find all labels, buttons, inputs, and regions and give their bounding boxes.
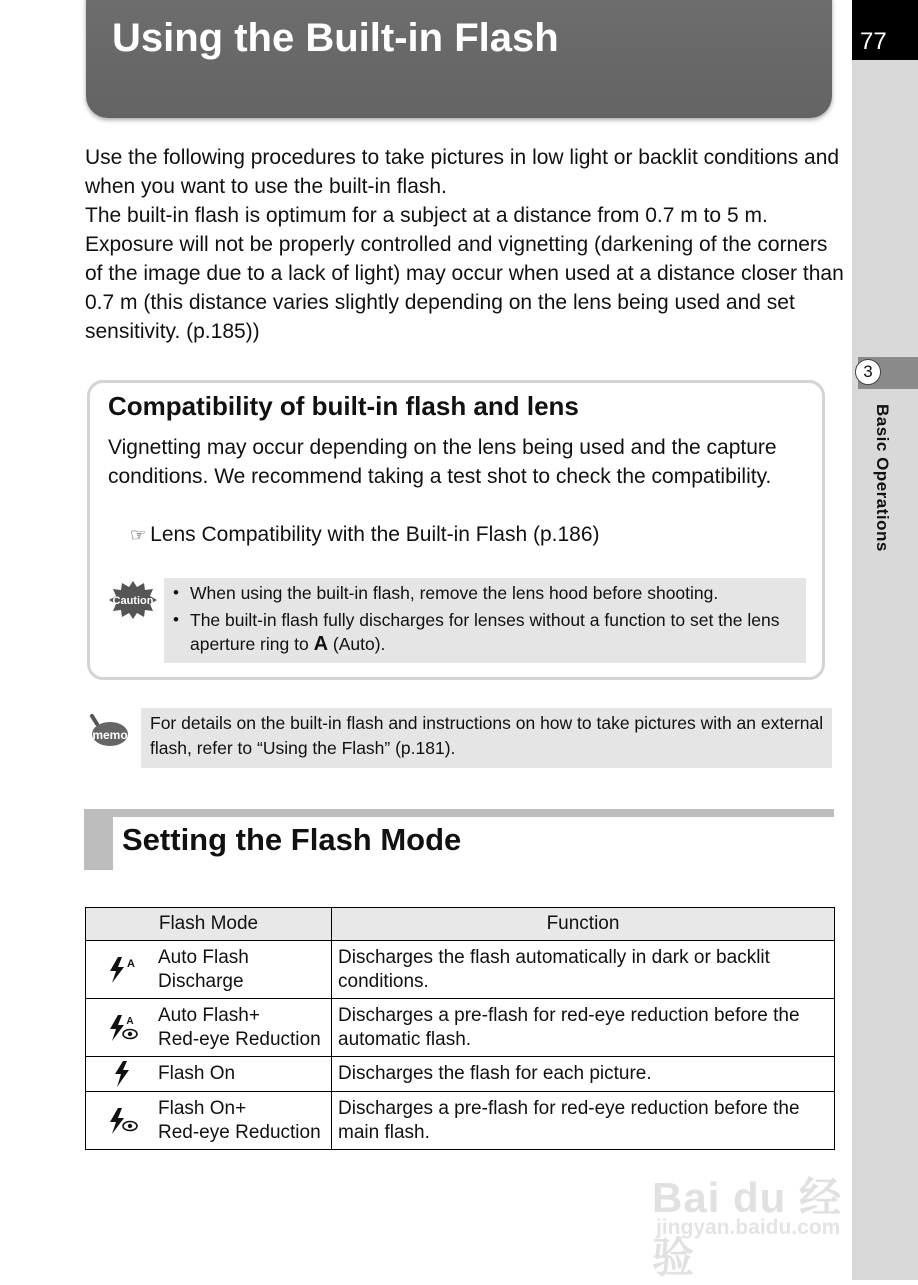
compatibility-reference[interactable]	[130, 520, 600, 550]
flash-auto-icon	[86, 955, 158, 985]
section-marker	[84, 809, 113, 870]
mode-label: Flash On+ Red-eye Reduction	[158, 1097, 321, 1143]
svg-text:A: A	[127, 957, 135, 970]
mode-cell	[86, 941, 332, 999]
section-rule	[84, 809, 834, 817]
compatibility-title: Compatibility of built-in flash and lens	[108, 391, 579, 421]
header-function: Function	[332, 908, 835, 941]
intro-paragraph-1: Use the following procedures to take pictures in low light or backlit conditions and when you want to use the built-in flash.	[85, 146, 840, 198]
bullet-icon: •	[173, 583, 179, 602]
chapter-number: 3	[855, 359, 881, 385]
baidu-watermark	[648, 1160, 868, 1281]
flash-redeye-icon	[86, 1106, 158, 1136]
bullet-icon: •	[173, 610, 179, 629]
intro-paragraph-2: The built-in flash is optimum for a subject at a distance from 0.7 m to 5 m. Exposure will not be properly controlled and vignetting (darkening of the corners of the image due to a lack of light) may occur when used at a distance closer than 0.7 m (this distance varies slightly depending on the lens being used and set sensitivity. (p.185))	[85, 204, 844, 343]
flash-on-icon	[86, 1060, 158, 1088]
memo-text: For details on the built-in flash and instructions on how to take pictures with an external flash, refer to “Using the Flash” (p.181).	[150, 713, 824, 758]
table-row	[86, 941, 835, 999]
function-cell: Discharges a pre-flash for red-eye reduction before the automatic flash.	[332, 999, 835, 1057]
compatibility-reference-label: Lens Compatibility with the Built-in Flash (p.186)	[150, 523, 600, 546]
mode-cell	[86, 1092, 332, 1150]
function-cell: Discharges a pre-flash for red-eye reduction before the main flash.	[332, 1092, 835, 1150]
page-title: Using the Built-in Flash	[112, 16, 559, 60]
intro-text	[85, 143, 845, 346]
compatibility-body: Vignetting may occur depending on the lens being used and the capture conditions. We recommend taking a test shot to check the compatibility.	[108, 436, 777, 488]
memo-icon-label: memo	[92, 728, 128, 742]
svg-text:A: A	[126, 1015, 134, 1027]
chapter-sidebar	[852, 0, 918, 1280]
caution-icon-label: Caution	[112, 595, 154, 607]
caution-item-2	[190, 608, 800, 656]
mode-label: Flash On	[158, 1063, 236, 1084]
section-title: Setting the Flash Mode	[122, 822, 462, 857]
watermark-logo-text: Bai du 经验	[652, 1174, 843, 1281]
memo-icon	[88, 712, 130, 750]
header-flash-mode: Flash Mode	[86, 908, 332, 941]
mode-label: Auto Flash Discharge	[158, 946, 249, 992]
aperture-a-symbol: A	[313, 633, 329, 655]
pointing-hand-icon: ☞	[130, 525, 147, 545]
flash-auto-redeye-icon	[86, 1013, 158, 1043]
auto-suffix: (Auto).	[332, 634, 386, 654]
mode-cell	[86, 1057, 332, 1092]
caution-item-1: When using the built-in flash, remove the lens hood before shooting.	[190, 583, 719, 603]
table-row	[86, 1057, 835, 1092]
caution-item-2-text: The built-in flash fully discharges for lenses without a function to set the lens aperture ring to	[190, 610, 780, 654]
page-number: 77	[852, 0, 918, 60]
table-row	[86, 999, 835, 1057]
chapter-title: Basic Operations	[873, 404, 892, 552]
mode-label: Auto Flash+ Red-eye Reduction	[158, 1004, 321, 1050]
function-cell: Discharges the flash automatically in dark or backlit conditions.	[332, 941, 835, 999]
table-row	[86, 1092, 835, 1150]
mode-cell	[86, 999, 332, 1057]
table-header-row	[86, 908, 835, 941]
function-cell: Discharges the flash for each picture.	[332, 1057, 835, 1092]
watermark-url: jingyan.baidu.com	[656, 1216, 841, 1239]
flash-mode-table	[85, 907, 835, 1150]
caution-icon	[108, 580, 158, 620]
